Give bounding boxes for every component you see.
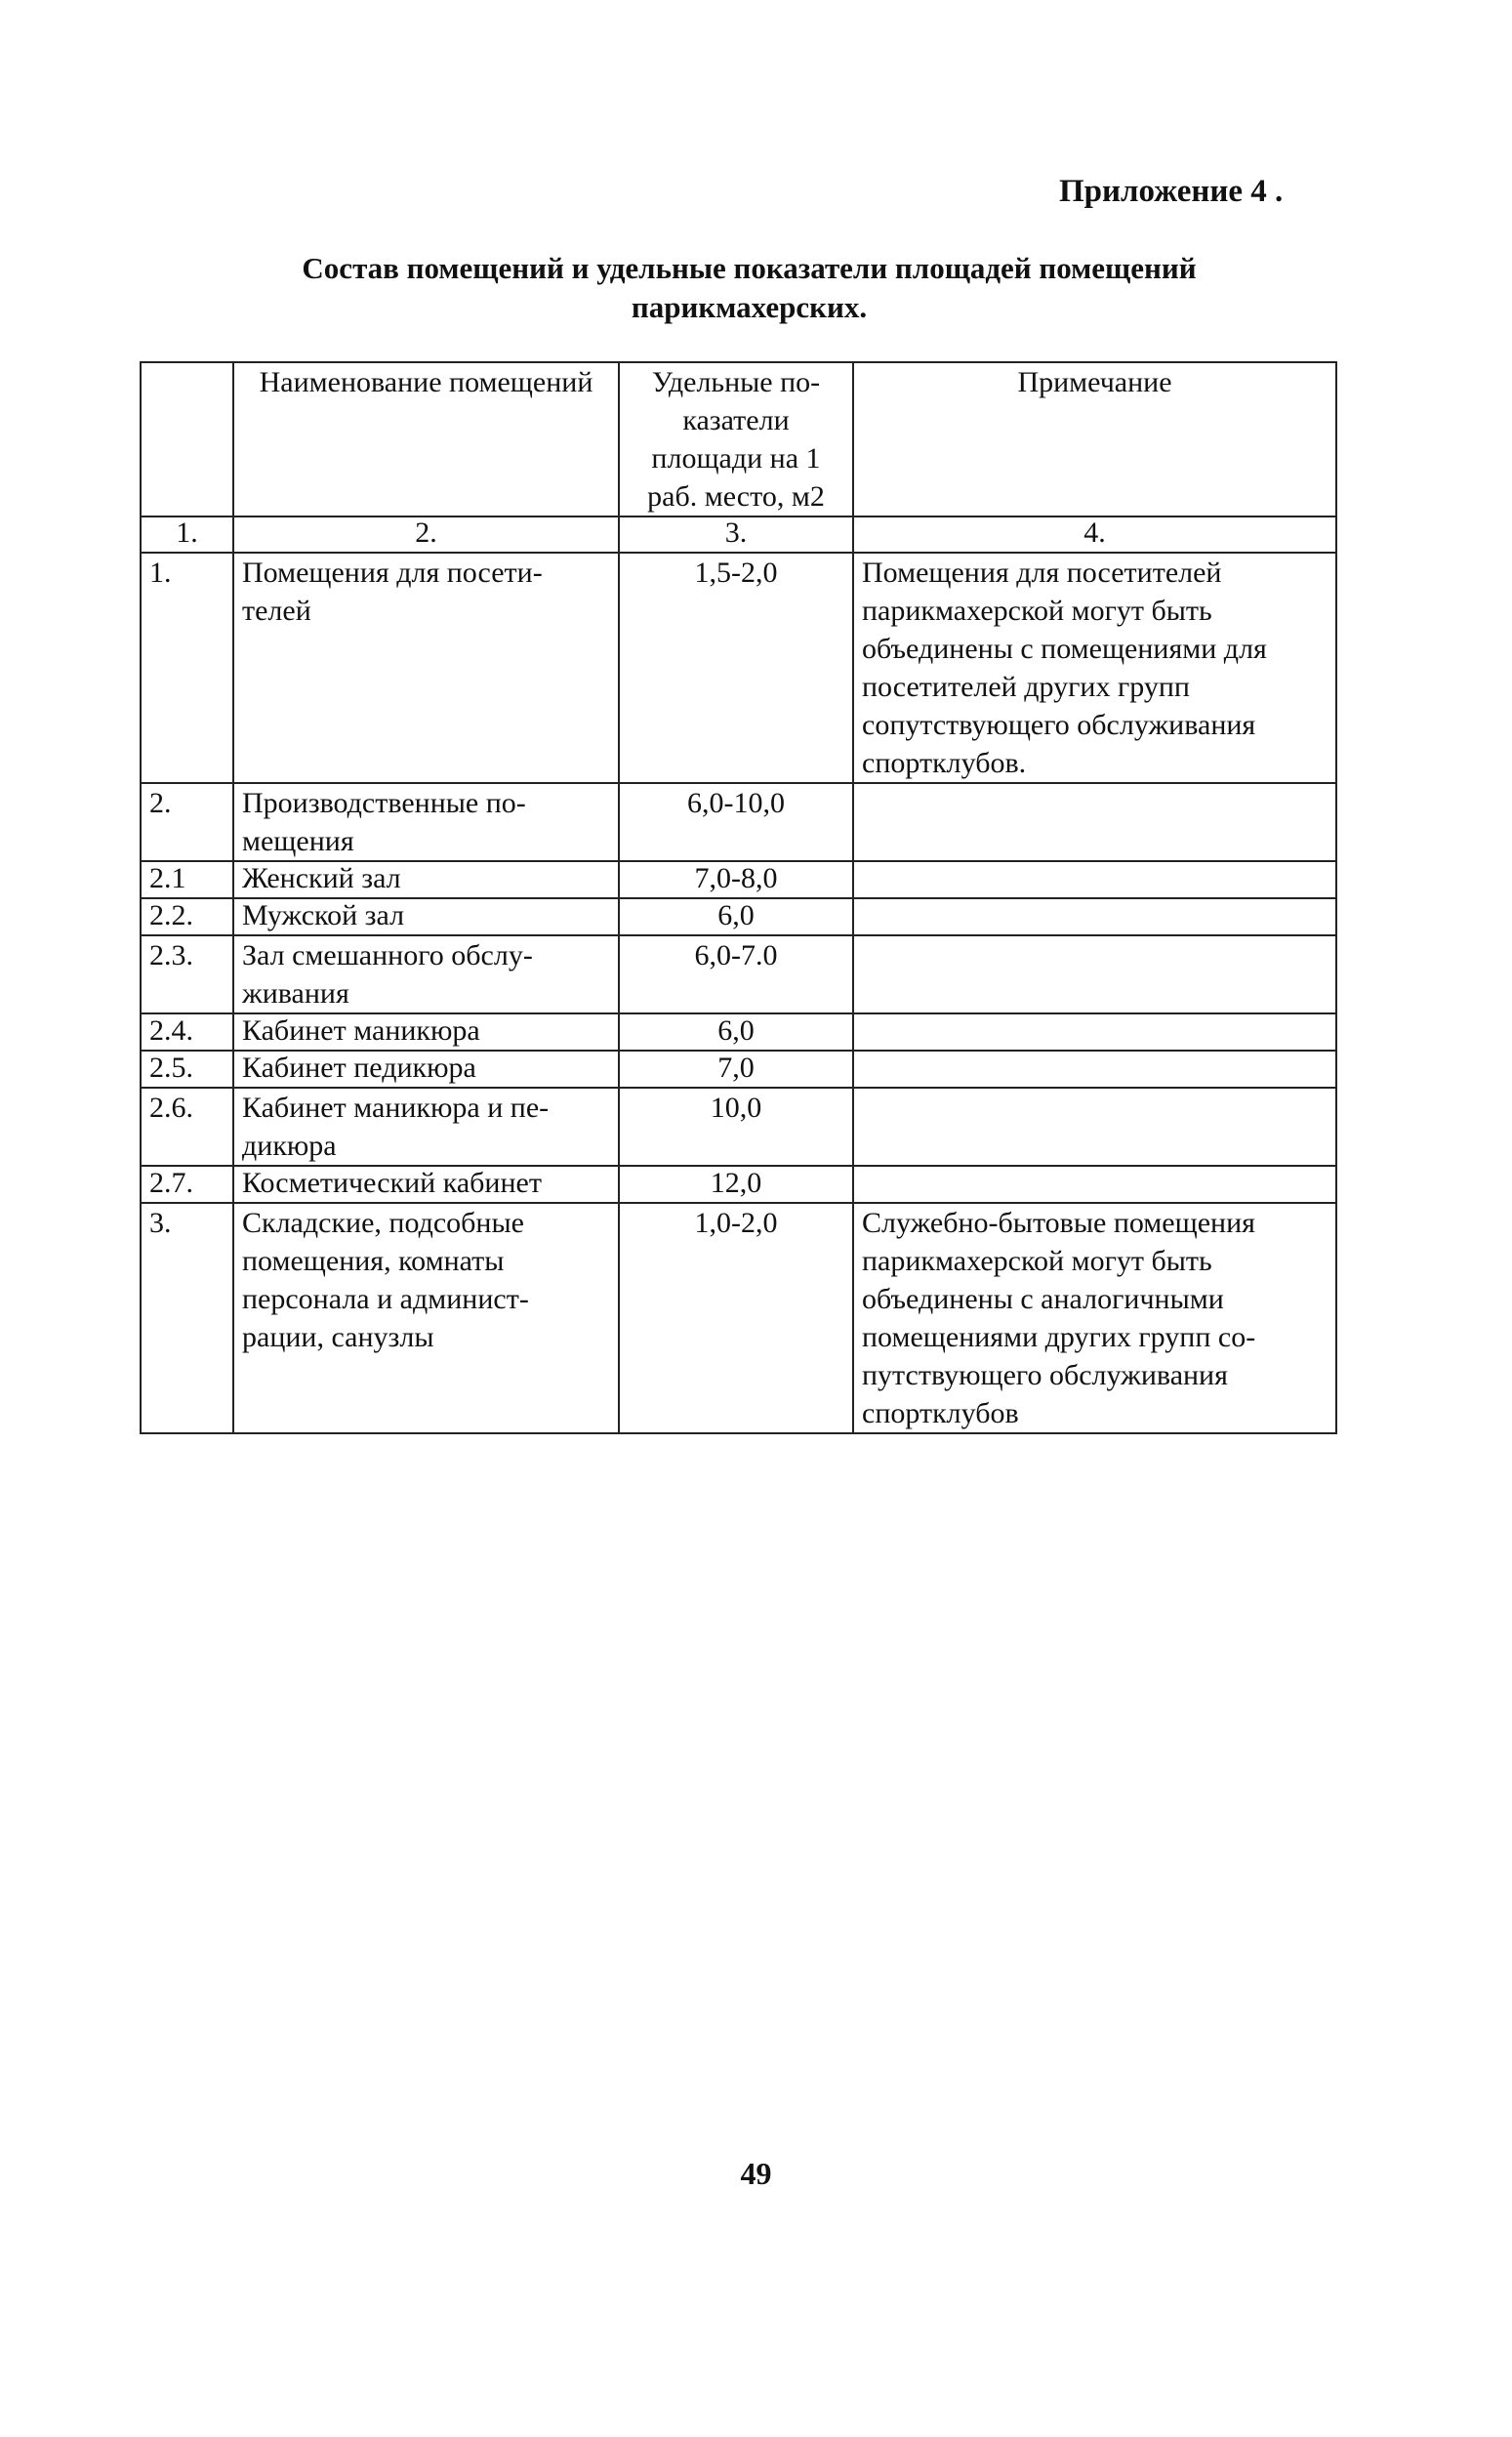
- column-number: 3.: [619, 516, 853, 553]
- room-note: [853, 1051, 1336, 1088]
- row-number: 2.7.: [141, 1166, 233, 1203]
- title-line-2: парикмахерских.: [631, 290, 868, 325]
- room-name: Кабинет маникюра и пе-дикюра: [233, 1088, 619, 1166]
- room-note: Служебно-бытовые помещения парикмахерской могут быть объединены с аналогичными помещениями других групп со-путствующего обслуживания спортклубов: [853, 1203, 1336, 1433]
- table-row: [141, 898, 1336, 935]
- room-name: Складские, подсобные помещения, комнаты персонала и админист-рации, санузлы: [233, 1203, 619, 1433]
- table-row: [141, 1166, 1336, 1203]
- column-number: 1.: [141, 516, 233, 553]
- column-number: 2.: [233, 516, 619, 553]
- row-number: 1.: [141, 553, 233, 783]
- row-number: 2.6.: [141, 1088, 233, 1166]
- area-value: 6,0: [619, 898, 853, 935]
- room-note: Помещения для посетителей парикмахерской могут быть объединены с помещениями для посетителей других групп сопутствующего обслуживания спортклубов.: [853, 553, 1336, 783]
- appendix-label: Приложение 4 .: [1059, 174, 1284, 209]
- room-name: Кабинет маникюра: [233, 1013, 619, 1051]
- room-note: [853, 861, 1336, 898]
- area-value: 7,0: [619, 1051, 853, 1088]
- column-numbers-row: [141, 516, 1336, 553]
- row-number: 3.: [141, 1203, 233, 1433]
- table-row: [141, 861, 1336, 898]
- row-number: 2.5.: [141, 1051, 233, 1088]
- room-name: Косметический кабинет: [233, 1166, 619, 1203]
- area-value: 6,0: [619, 1013, 853, 1051]
- table-row: [141, 935, 1336, 1013]
- table-row: [141, 1088, 1336, 1166]
- room-name: Зал смешанного обслу-живания: [233, 935, 619, 1013]
- table-row: [141, 1051, 1336, 1088]
- area-value: 1,5-2,0: [619, 553, 853, 783]
- room-note: [853, 898, 1336, 935]
- page-number: 49: [740, 2156, 772, 2191]
- room-name: Женский зал: [233, 861, 619, 898]
- room-name: Кабинет педикюра: [233, 1051, 619, 1088]
- area-value: 1,0-2,0: [619, 1203, 853, 1433]
- room-note: [853, 1013, 1336, 1051]
- area-value: 10,0: [619, 1088, 853, 1166]
- area-value: 6,0-7.0: [619, 935, 853, 1013]
- row-number: 2.2.: [141, 898, 233, 935]
- row-number: 2.3.: [141, 935, 233, 1013]
- room-note: [853, 1166, 1336, 1203]
- table-header-row: [141, 362, 1336, 516]
- table-row: [141, 1013, 1336, 1051]
- column-number: 4.: [853, 516, 1336, 553]
- header-note-cell: Примечание: [853, 362, 1336, 516]
- room-note: [853, 783, 1336, 861]
- document-title: [195, 249, 1303, 328]
- header-num-cell: [141, 362, 233, 516]
- row-number: 2.4.: [141, 1013, 233, 1051]
- header-name-cell: Наименование помещений: [233, 362, 619, 516]
- table-row: [141, 553, 1336, 783]
- title-line-1: Состав помещений и удельные показатели площадей помещений: [302, 251, 1197, 285]
- room-name: Производственные по-мещения: [233, 783, 619, 861]
- room-name: Помещения для посети-телей: [233, 553, 619, 783]
- room-note: [853, 935, 1336, 1013]
- table-row: [141, 783, 1336, 861]
- room-note: [853, 1088, 1336, 1166]
- table-row: [141, 1203, 1336, 1433]
- room-name: Мужской зал: [233, 898, 619, 935]
- area-value: 7,0-8,0: [619, 861, 853, 898]
- area-value: 12,0: [619, 1166, 853, 1203]
- rooms-table: [140, 361, 1337, 1434]
- area-value: 6,0-10,0: [619, 783, 853, 861]
- row-number: 2.: [141, 783, 233, 861]
- header-norm-cell: Удельные по-казатели площади на 1 раб. место, м2: [619, 362, 853, 516]
- row-number: 2.1: [141, 861, 233, 898]
